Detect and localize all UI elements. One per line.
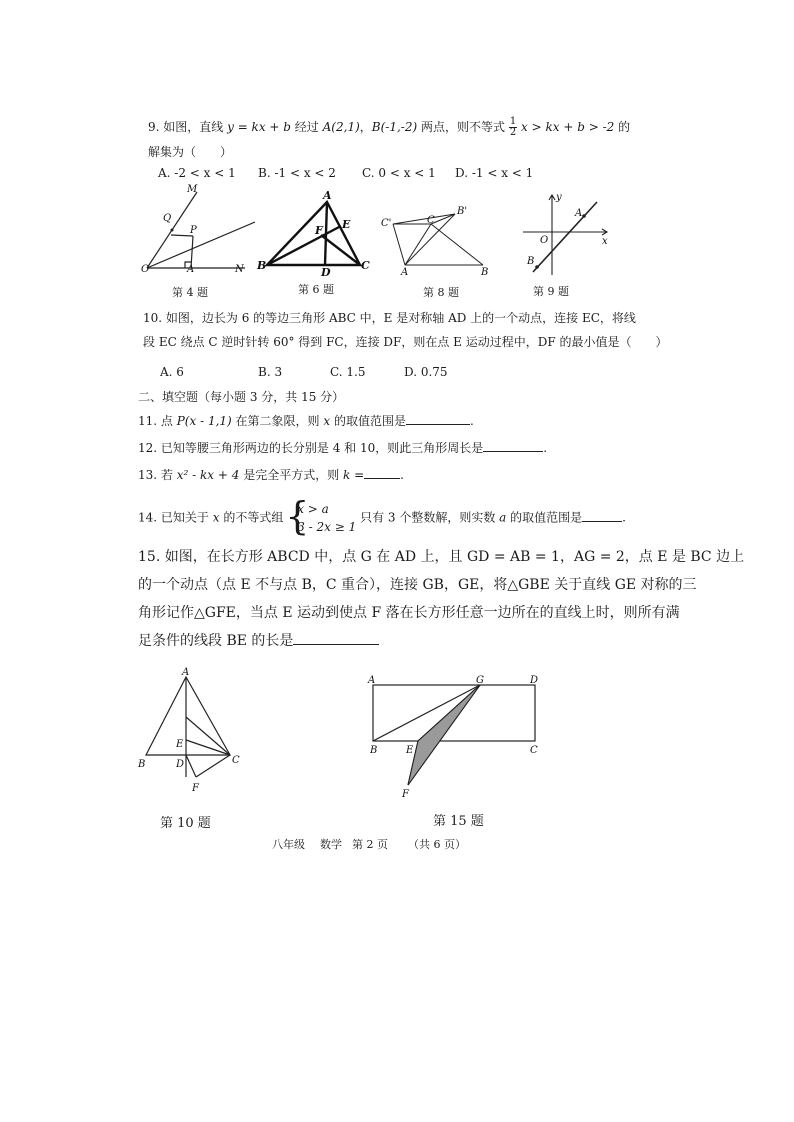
footer-page: 第 2 页	[352, 838, 388, 851]
fig4-label-q: Q	[163, 213, 172, 224]
fig15-label-d: D	[530, 675, 539, 686]
fig15-caption: 第 15 题	[433, 814, 484, 829]
q14-inequality-system	[287, 500, 356, 536]
fig4-label-p: P	[190, 225, 197, 236]
q14	[138, 500, 626, 536]
q14-inequality-1: { x > a	[297, 502, 329, 516]
q13-variable: k =	[343, 468, 365, 482]
fig10-label-a: A	[182, 667, 190, 678]
fig6-label-d: D	[321, 266, 331, 279]
q9-text-pre: 9. 如图，直线	[148, 120, 224, 134]
q14-text-mid: 的不等式组	[223, 510, 284, 525]
q9-fraction-denominator: 2	[509, 127, 517, 138]
q11-text-pre: 11. 点	[138, 414, 173, 428]
q14-text-post2: 的取值范围是	[510, 510, 583, 525]
q12-text: 12. 已知等腰三角形两边的长分别是 4 和 10，则此三角形周长是	[138, 441, 484, 455]
q11-point-expression: P(x - 1,1)	[176, 414, 232, 428]
q14-text-end: .	[622, 510, 626, 525]
q9-line2: 解集为（ ）	[148, 145, 233, 159]
fig4-label-m: M	[187, 184, 198, 195]
q10-option-d: D. 0.75	[404, 365, 448, 379]
q15-line1: 15. 如图，在长方形 ABCD 中，点 G 在 AD 上，且 GD = AB = 1，AG = 2，点 E 是 BC 边上	[138, 549, 745, 565]
q9-point-a: A(2,1)	[322, 120, 360, 134]
q9-option-d: D. -1 < x < 1	[455, 166, 534, 180]
fig15-shaded-triangle	[408, 685, 480, 785]
fig6-label-e: E	[342, 218, 351, 231]
q14-text-post: 只有 3 个整数解，则实数	[360, 510, 496, 525]
fig9-label-y: y	[556, 192, 562, 203]
q10-option-c: C. 1.5	[330, 365, 366, 379]
fig8-label-c: C	[427, 215, 435, 226]
fig9-label-x: x	[602, 236, 608, 247]
q15-answer-blank[interactable]	[293, 630, 379, 645]
q12	[138, 439, 547, 457]
q13-answer-blank[interactable]	[364, 466, 400, 479]
q13-text-pre: 13. 若	[138, 468, 173, 482]
fig15-label-a: A	[368, 675, 376, 686]
q14-answer-blank[interactable]	[582, 509, 622, 522]
q11	[138, 412, 474, 430]
figure-15	[373, 685, 535, 785]
fig9-label-a: A	[575, 208, 583, 219]
fig10-label-b: B	[138, 759, 146, 770]
q9-fraction-numerator: 1	[509, 116, 517, 127]
q15-line2: 的一个动点（点 E 不与点 B，C 重合），连接 GB，GE，将△GBE 关于直线 GE 对称的三	[138, 577, 697, 593]
fig6-label-f: F	[315, 224, 323, 237]
q13-text-end: .	[400, 468, 404, 482]
fig4-label-o: O	[141, 264, 150, 275]
section-2-title: 二、填空题（每小题 3 分，共 15 分）	[138, 390, 345, 404]
q9-inequality: x > kx + b > -2	[521, 120, 615, 134]
fig15-label-e: E	[406, 745, 414, 756]
fig6-label-c: C	[361, 259, 370, 272]
figure-8	[393, 214, 483, 265]
q13-text-post: 是完全平方式，则	[243, 468, 340, 482]
q11-text-post: 在第二象限，则	[235, 414, 320, 428]
fig15-label-b: B	[370, 745, 378, 756]
fig15-label-f: F	[402, 789, 409, 800]
q14-inequality-2: 3 - 2x ≥ 1	[297, 520, 357, 534]
q15-line3: 角形记作△GFE，当点 E 运动到使点 F 落在长方形任意一边所在的直线上时，则所有满	[138, 605, 680, 621]
q10-option-b: B. 3	[258, 365, 283, 379]
q13-expression: x² - kx + 4	[176, 468, 240, 482]
fig9-label-o: O	[540, 235, 549, 246]
fig15-label-g: G	[476, 675, 484, 686]
q15-line4	[138, 630, 379, 652]
fig15-label-c: C	[530, 745, 538, 756]
fig6-label-a: A	[323, 189, 332, 202]
q10-option-a: A. 6	[160, 365, 184, 379]
q10-line1: 10. 如图，边长为 6 的等边三角形 ABC 中，E 是对称轴 AD 上的一个动点，连接 EC，将线	[143, 311, 636, 325]
q11-answer-blank[interactable]	[406, 412, 470, 425]
fig8-label-a: A	[401, 267, 409, 278]
q9-option-a: A. -2 < x < 1	[158, 166, 236, 180]
q12-answer-blank[interactable]	[483, 439, 543, 452]
footer-grade: 八年级	[272, 838, 305, 851]
q13	[138, 466, 404, 484]
bottom-figures	[130, 665, 570, 805]
q9-text-mid2: 两点，则不等式	[420, 120, 505, 134]
q9-line1	[148, 117, 630, 138]
fig6-caption: 第 6 题	[298, 283, 334, 296]
q11-variable: x	[323, 414, 331, 428]
q9-fraction	[509, 117, 517, 138]
q9-option-b: B. -1 < x < 2	[258, 166, 336, 180]
q14-variable: x	[212, 510, 220, 525]
q14-variable-a: a	[499, 510, 507, 525]
q9-separator: ，	[359, 120, 372, 134]
q9-text-mid: 经过	[294, 120, 319, 134]
fig9-caption: 第 9 题	[533, 285, 569, 298]
q12-text-end: .	[543, 441, 548, 455]
fig10-label-f: F	[192, 783, 199, 794]
fig6-label-b: B	[257, 259, 267, 272]
fig8-label-b-prime: B'	[457, 206, 468, 217]
fig4-point-q	[171, 229, 174, 232]
fig4-label-a: A	[187, 264, 195, 275]
q9-point-b: B(-1,-2)	[371, 120, 418, 134]
fig4-label-n: N	[235, 264, 244, 275]
fig8-caption: 第 8 题	[423, 286, 459, 299]
fig8-label-b: B	[481, 267, 489, 278]
footer-subject: 数学	[320, 838, 342, 851]
q11-text-post2: 的取值范围是	[334, 414, 407, 428]
q15-line4-text: 足条件的线段 BE 的长是	[138, 633, 294, 649]
figure-9	[523, 195, 607, 275]
fig9-point-a	[582, 214, 586, 218]
figure-4	[147, 192, 255, 268]
figure-10	[146, 677, 230, 777]
fig10-caption: 第 10 题	[160, 816, 211, 831]
q10-line2: 段 EC 绕点 C 逆时针转 60° 得到 FC，连接 DF，则在点 E 运动过程中，DF 的最小值是（ ）	[143, 335, 668, 349]
q11-text-end: .	[470, 414, 474, 428]
fig9-point-b	[535, 265, 539, 269]
q14-text-pre: 14. 已知关于	[138, 510, 209, 525]
fig8-label-c-prime: C'	[381, 218, 392, 229]
q9-text-end: 的	[618, 120, 631, 134]
fig10-label-e: E	[176, 739, 184, 750]
footer-total-pages: （共 6 页）	[408, 838, 466, 851]
fig10-label-d: D	[176, 759, 185, 770]
fig9-label-b: B	[527, 256, 535, 267]
fig4-caption: 第 4 题	[172, 286, 208, 299]
q9-line-equation: y = kx + b	[227, 120, 291, 134]
fig10-label-c: C	[232, 755, 240, 766]
figure-6	[267, 202, 360, 265]
q9-option-c: C. 0 < x < 1	[362, 166, 436, 180]
